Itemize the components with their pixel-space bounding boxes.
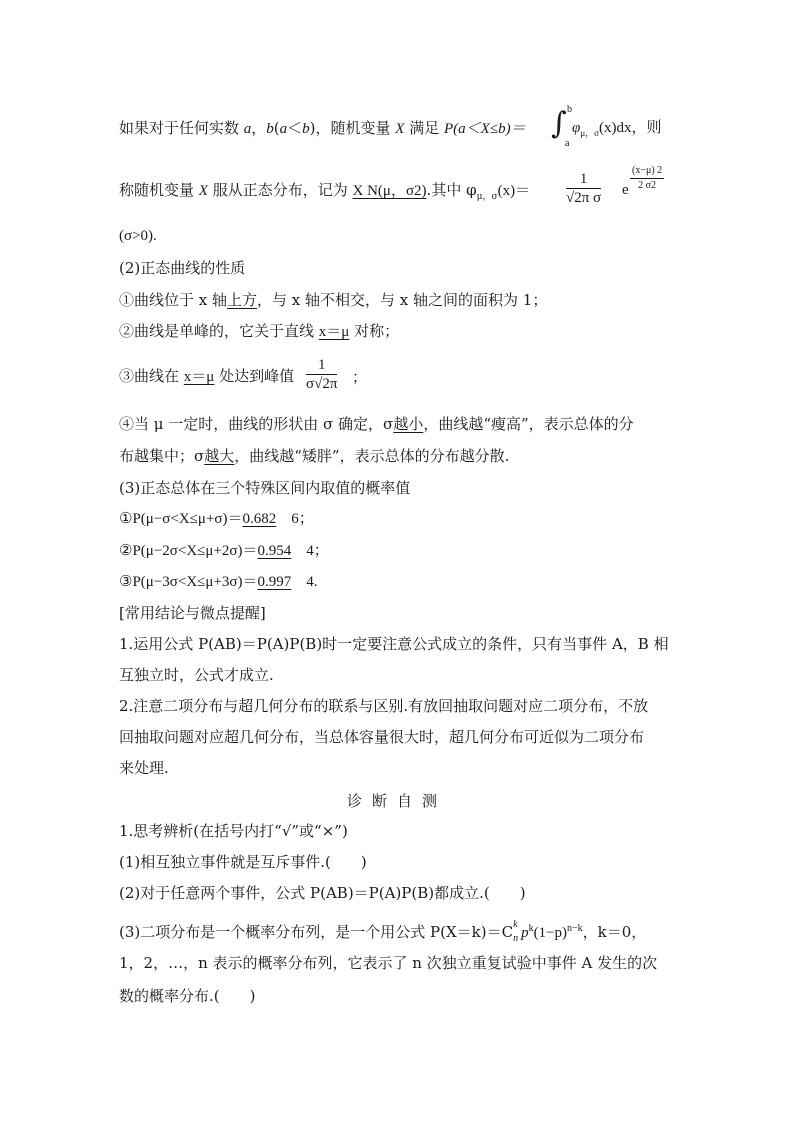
text: ， xyxy=(251,119,267,137)
exponent-denominator: 2 σ2 xyxy=(638,180,657,191)
text: ③曲线在 xyxy=(119,367,184,385)
fraction-denominator: √2π σ xyxy=(566,190,602,206)
property-4-line-2 xyxy=(119,446,509,466)
property-4-line-1 xyxy=(119,414,634,434)
normal-density-fraction xyxy=(566,170,601,207)
text: ①曲线位于 x 轴 xyxy=(119,291,227,309)
phi-subscript: μ，σ xyxy=(476,192,498,202)
note-2-line-3: 来处理. xyxy=(119,759,169,777)
definition-line-1 xyxy=(119,118,526,139)
text: 布越集中；σ xyxy=(119,447,205,465)
text: ，k＝0， xyxy=(582,923,647,941)
note-2-line-1: 2.注意二项分布与超几何分布的联系与区别.有放回抽取问题对应二项分布，不放 xyxy=(119,697,649,715)
blank-answer: 0.997 xyxy=(257,574,292,590)
text: 处达到峰值 xyxy=(214,367,295,385)
normal-notation: X N(μ，σ2) xyxy=(352,183,427,199)
question-1-item-2: (2)对于任意两个事件，公式 P(AB)＝P(A)P(B)都成立.( ) xyxy=(119,884,526,902)
text: (x)dx，则 xyxy=(599,120,662,136)
integral-sign: ∫ xyxy=(551,106,567,141)
text: ③P(μ−3σ<X≤μ+3σ)＝ xyxy=(119,574,258,590)
exponent: n−k xyxy=(567,923,583,934)
text: )，随机变量 xyxy=(309,119,396,137)
section-heading-2: (2)正态曲线的性质 xyxy=(119,259,246,277)
section-heading-3: (3)正态总体在三个特殊区间内取值的概率值 xyxy=(119,479,411,497)
text: (x)＝ xyxy=(497,183,531,199)
text: ，曲线越“瘦高”，表示总体的分 xyxy=(423,415,634,433)
peak-value-fraction xyxy=(306,356,337,393)
property-1 xyxy=(119,290,547,310)
combination-superscript: k xyxy=(513,919,518,930)
note-1-line-2: 互独立时，公式才成立. xyxy=(119,666,274,684)
blank-answer: 0.682 xyxy=(242,511,277,527)
text: ②曲线是单峰的，它关于直线 xyxy=(119,322,319,340)
text: 4； xyxy=(291,543,329,559)
question-1-item-1: (1)相互独立事件就是互斥事件.( ) xyxy=(119,853,367,871)
probability-2 xyxy=(119,541,329,561)
combination-subscript: n xyxy=(513,933,519,944)
phi-subscript: μ，σ xyxy=(580,128,599,138)
var-a: a xyxy=(279,121,288,137)
var-X: X xyxy=(395,121,405,137)
integral-lower-limit: a xyxy=(565,138,570,149)
text: ①P(μ−σ<X≤μ+σ)＝ xyxy=(119,511,243,527)
text: ④当 μ 一定时，曲线的形状由 σ 确定，σ xyxy=(119,415,394,433)
integrand xyxy=(572,118,662,143)
probability-3 xyxy=(119,572,318,592)
question-1-item-3-line-2: 1，2，…，n 表示的概率分布列，它表示了 n 次独立重复试验中事件 A 发生的次 xyxy=(119,954,658,972)
var-p: p xyxy=(521,925,529,941)
section-title: 诊断自测 xyxy=(346,792,447,810)
text: ＜ xyxy=(287,119,303,137)
notes-heading: [常用结论与微点提醒] xyxy=(119,604,266,622)
text: 4. xyxy=(291,574,318,590)
question-1-item-3-line-1 xyxy=(119,919,646,943)
text: ，曲线越“矮胖”，表示总体的分布越分散. xyxy=(234,447,510,465)
var-X: X xyxy=(198,183,208,199)
fraction-numerator: 1 xyxy=(306,356,337,375)
question-1-item-3-line-3: 数的概率分布.( ) xyxy=(119,987,256,1005)
exponent-numerator: (x−μ) 2 xyxy=(630,164,664,179)
probability-1 xyxy=(119,509,314,529)
exponential-e: e xyxy=(622,182,629,198)
blank-answer: 越大 xyxy=(204,447,235,465)
text: .其中 φ xyxy=(426,181,477,199)
text: 对称； xyxy=(349,322,400,340)
fraction-numerator: 1 xyxy=(566,170,601,189)
blank-answer: 上方 xyxy=(227,291,258,309)
probability-expression: P(a＜X≤b)＝ xyxy=(444,121,526,137)
var-a: a xyxy=(243,121,252,137)
text: ； xyxy=(352,368,368,386)
text: 如果对于任何实数 xyxy=(119,119,244,137)
blank-answer: x＝μ xyxy=(318,324,350,340)
note-2-line-2: 回抽取问题对应超几何分布，当总体容量很大时，超几何分布可近似为二项分布 xyxy=(119,728,645,746)
note-1-line-1: 1.运用公式 P(AB)＝P(A)P(B)时一定要注意公式成立的条件，只有当事件 A，B 相 xyxy=(119,635,669,653)
exponent-fraction xyxy=(630,164,664,193)
text: ，与 x 轴不相交，与 x 轴之间的面积为 1； xyxy=(257,291,548,309)
var-b: b xyxy=(266,121,274,137)
text: (3)二项分布是一个概率分布列，是一个用公式 P(X＝k)＝C xyxy=(119,923,514,941)
blank-answer: 0.954 xyxy=(257,543,292,559)
property-2 xyxy=(119,321,399,342)
text: 6； xyxy=(276,511,314,527)
sigma-condition: (σ>0). xyxy=(119,228,157,244)
combination-scripts xyxy=(513,919,521,944)
integral-upper-limit: b xyxy=(567,104,572,115)
text: (1−p) xyxy=(533,925,568,941)
var-b: b xyxy=(302,121,310,137)
question-1-prompt: 1.思考辨析(在括号内打“√”或“×”) xyxy=(119,822,348,840)
property-3 xyxy=(119,366,294,387)
definition-line-2 xyxy=(119,180,530,207)
fraction-denominator: σ√2π xyxy=(306,376,338,392)
blank-answer: 越小 xyxy=(393,415,424,433)
text: ②P(μ−2σ<X≤μ+2σ)＝ xyxy=(119,543,258,559)
text: ( xyxy=(273,119,280,137)
text: 服从正态分布，记为 xyxy=(207,181,353,199)
text: 称随机变量 xyxy=(119,181,199,199)
phi: φ xyxy=(572,120,581,136)
text: 满足 xyxy=(404,119,445,137)
exponent: k xyxy=(528,923,534,934)
blank-answer: x＝μ xyxy=(183,369,215,385)
